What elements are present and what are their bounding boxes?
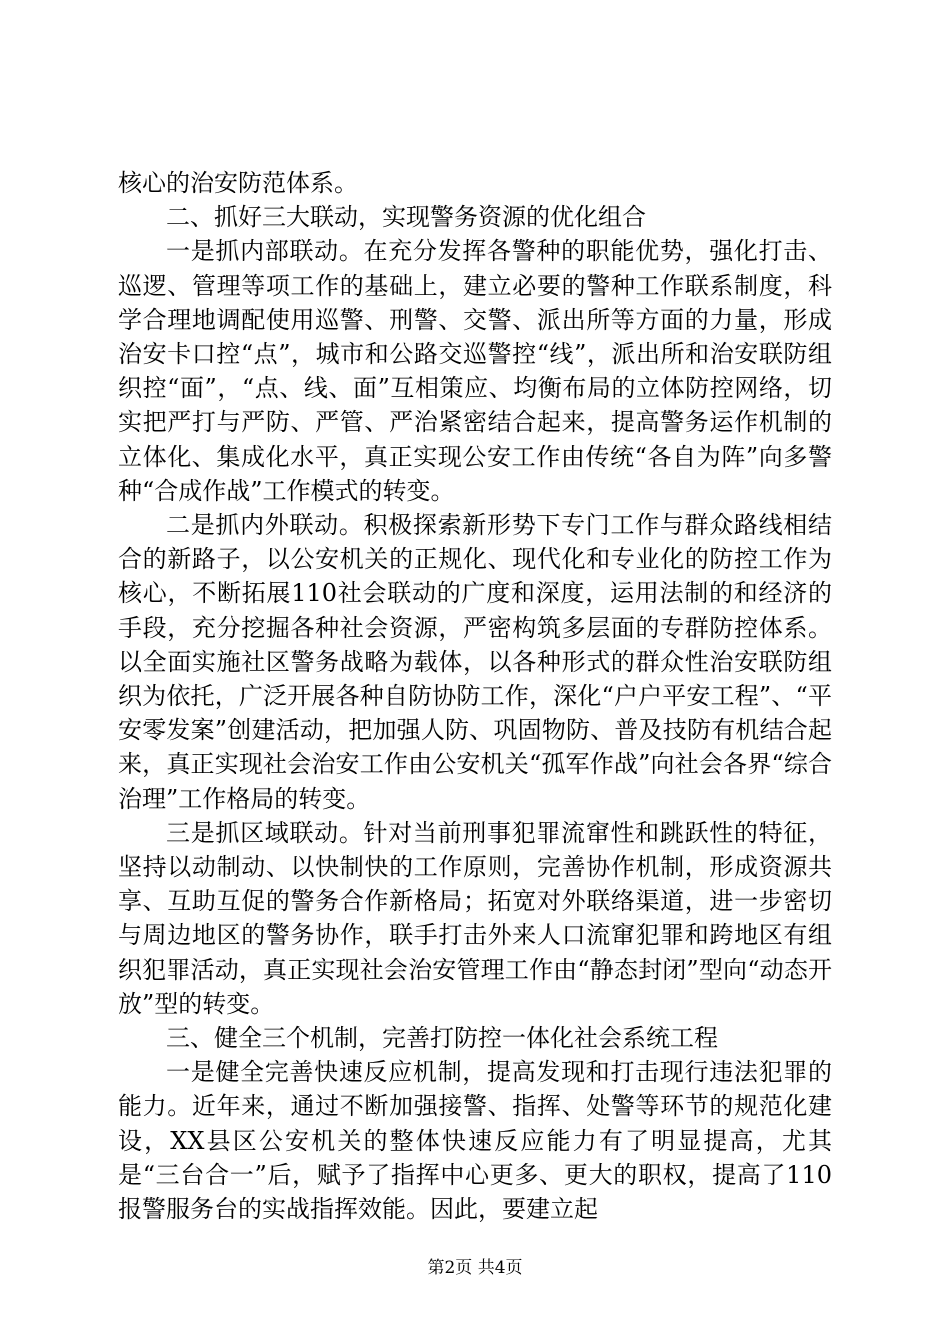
paragraph-internal-linkage: 一是抓内部联动。在充分发挥各警种的职能优势，强化打击、巡逻、管理等项工作的基础上，建立必要的警种工作联系制度，科学合理地调配使用巡警、刑警、交警、派出所等方面的力量，形成治安卡口控“点”，城市和公路交巡警控“线”，派出所和治安联防组织控“面”，“点、线、面”互相策应、均衡布局的立体防控网络，切实把严打与严防、严管、严治紧密结合起来，提高警务运作机制的立体化、集成化水平，真正实现公安工作由传统“各自为阵”向多警种“合成作战”工作模式的转变。 bbox=[118, 237, 832, 505]
paragraph-continuation: 核心的治安防范体系。 bbox=[118, 169, 358, 197]
page-number: 第2页 共4页 bbox=[427, 1258, 523, 1278]
document-body bbox=[118, 166, 832, 1226]
section-heading-2: 二、抓好三大联动，实现警务资源的优化组合 bbox=[166, 203, 646, 232]
paragraph-internal-external-linkage: 二是抓内外联动。积极探索新形势下专门工作与群众路线相结合的新路子，以公安机关的正规化、现代化和专业化的防控工作为核心，不断拓展110社会联动的广度和深度，运用法制的和经济的手段，充分挖掘各种社会资源，严密构筑多层面的专群防控体系。以全面实施社区警务战略为载体，以各种形式的群众性治安联防组织为依托，广泛开展各种自防协防工作，深化“户户平安工程”、“平安零发案”创建活动，把加强人防、巩固物防、普及技防有机结合起来，真正实现社会治安工作由公安机关“孤军作战”向社会各界“综合治理”工作格局的转变。 bbox=[118, 511, 832, 813]
paragraph-rapid-response: 一是健全完善快速反应机制，提高发现和打击现行违法犯罪的能力。近年来，通过不断加强接警、指挥、处警等环节的规范化建设，XX县区公安机关的整体快速反应能力有了明显提高，尤其是“三台合一”后，赋予了指挥中心更多、更大的职权，提高了110报警服务台的实战指挥效能。因此，要建立起 bbox=[118, 1058, 832, 1224]
paragraph-regional-linkage: 三是抓区域联动。针对当前刑事犯罪流窜性和跳跃性的特征，坚持以动制动、以快制快的工作原则，完善协作机制，形成资源共享、互助互促的警务合作新格局；拓宽对外联络渠道，进一步密切与周边地区的警务协作，联手打击外来人口流窜犯罪和跨地区有组织犯罪活动，真正实现社会治安管理工作由“静态封闭”型向“动态开放”型的转变。 bbox=[118, 818, 832, 1018]
section-heading-3: 三、健全三个机制，完善打防控一体化社会系统工程 bbox=[166, 1024, 718, 1053]
